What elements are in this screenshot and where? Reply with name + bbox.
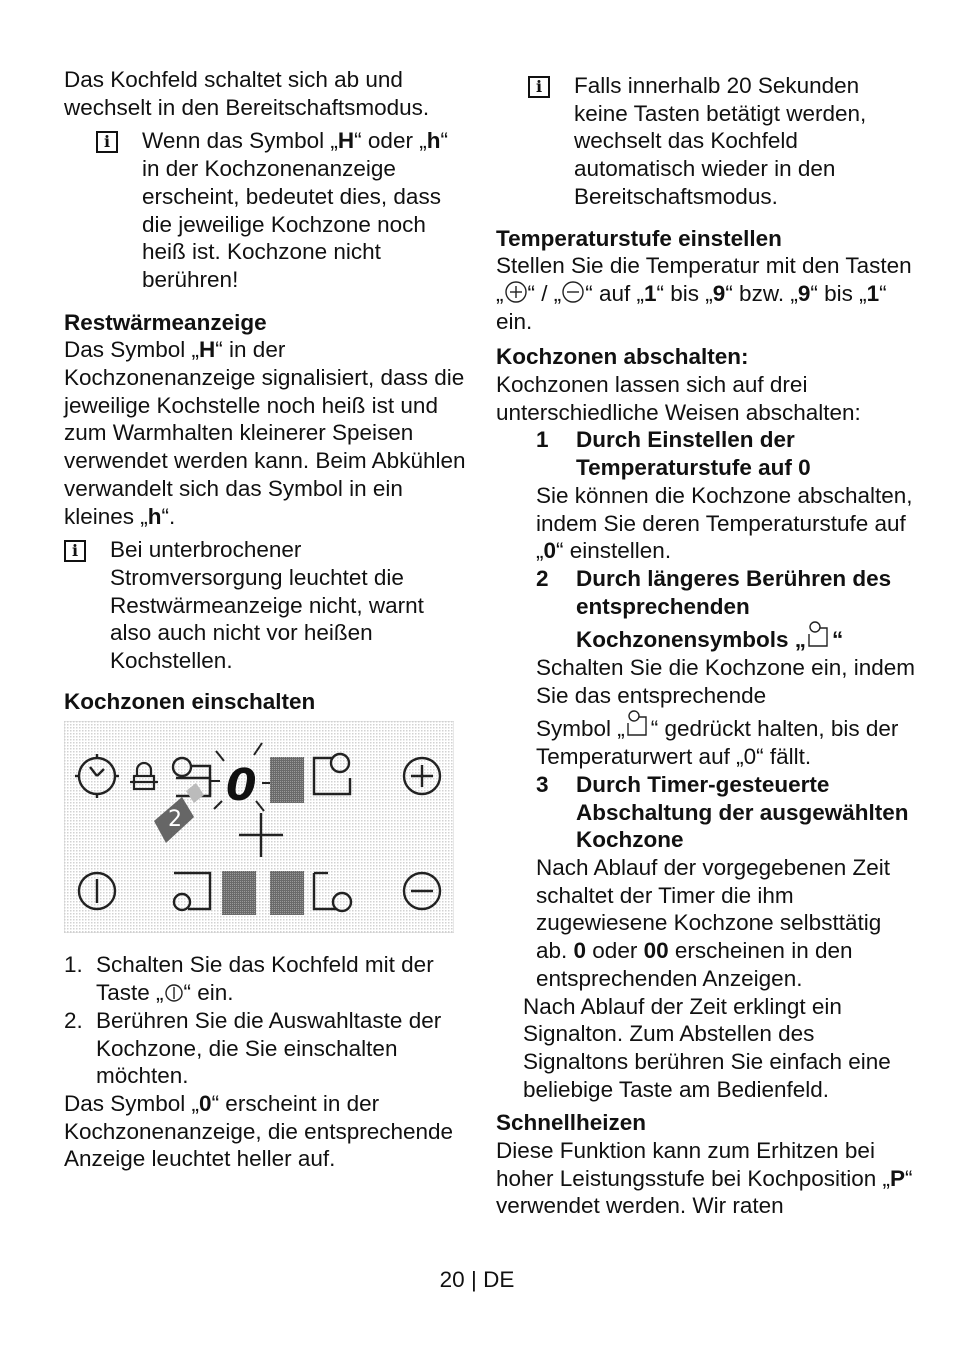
method-3: 3 Durch Timer-gesteuerte Abschaltung der ausgewählten Kochzone Nach Ablauf der vorgegebenen Zeit schaltet der Timer die ihm zugewiesene Kochzone selbsttätig ab. 0 oder 00 erscheinen in den entsprechenden Anzeigen. [536,771,909,991]
schnellheizen-paragraph: Diese Funktion kann zum Erhitzen bei hoher Leistungsstufe bei Kochposition „P“ verwendet werden. Wir raten [496,1138,913,1219]
signal-paragraph: Nach Ablauf der Zeit erklingt ein Signalton. Zum Abstellen des Signaltons berühren Sie einfach eine beliebige Taste am Bedienfeld. [523,993,891,1102]
language-code: DE [483,1267,515,1292]
page-footer [0,1266,954,1294]
note-hot-zone: i Wenn das Symbol „H“ oder „h“ in der Kochzonenanzeige erscheint, bedeutet dies, dass die jeweilige Kochzone noch heiß ist. Kochzone nicht berühren! [96,127,468,293]
info-icon [64,540,86,562]
after-steps-paragraph: Das Symbol „0“ erscheint in der Kochzonenanzeige, die entsprechende Anzeige leuchtet heller auf. [64,1090,454,1172]
svg-text:2: 2 [168,807,182,833]
steps-list [64,951,468,1090]
restwaerme-paragraph: Das Symbol „H“ in der Kochzonenanzeige signalisiert, dass die jeweilige Kochstelle noch heiß ist und zum Warmhalten kleinerer Speisen verwendet werden kann. Beim Abkühlen verwandelt sich das Symbol in ein kleines „h“. [64,337,466,529]
heading-einschalten: Kochzonen einschalten [64,688,316,714]
display-segment [270,757,304,803]
intro-paragraph: Das Kochfeld schaltet sich ab und wechselt in den Bereitschaftsmodus. [64,67,430,120]
method-2: 2 Durch längeres Berühren des entsprechenden Kochzonensymbols „ “ Schalten Sie die Kochzone ein, indem Sie das entsprechende Symbol „ “ gedrückt halten, bis der Temperaturwert auf „0“ fällt. [536,565,915,770]
footer-separator: | [470,1267,477,1292]
list-item: 2. Berühren Sie die Auswahltaste der Kochzone, die Sie einschalten möchten. [64,1007,442,1089]
info-icon [96,131,118,153]
display-digit: 0 [226,760,257,812]
heading-schnellheizen: Schnellheizen [496,1110,647,1136]
temperatur-paragraph: Stellen Sie die Temperatur mit den Tasten „ “ / „ “ auf „1“ bis „9“ bzw. „9“ bis „1“ ein. [496,253,912,334]
display-segment [222,871,256,915]
display-segment [270,871,304,915]
heading-abschalten: Kochzonen abschalten: [496,344,749,370]
minus-icon [561,280,585,304]
note-power-failure: i Bei unterbrochener Stromversorgung leuchtet die Restwärmeanzeige nicht, warnt also auch nicht vor heißen Kochstellen. [64,536,468,675]
power-icon [164,983,184,1003]
info-icon [528,76,550,98]
heading-restwaerme: Restwärmeanzeige [64,309,267,335]
cooking-zone-icon [806,620,832,650]
note-standby: i Falls innerhalb 20 Sekunden keine Tasten betätigt werden, wechselt das Kochfeld automatisch wieder in den Bereitschaftsmodus. [528,72,916,211]
control-panel-illustration [64,721,454,933]
cooking-zone-icon [625,709,651,739]
list-item: 1. Schalten Sie das Kochfeld mit der Taste „ “ ein. [64,952,434,1006]
left-column [64,66,468,1173]
heading-temperatur: Temperaturstufe einstellen [496,225,782,251]
method-1: 1 Durch Einstellen der Temperaturstufe auf 0 Sie können die Kochzone abschalten, indem Sie deren Temperaturstufe auf „0“ einstellen. [536,427,913,564]
page-number: 20 [439,1267,465,1292]
abschalten-intro: Kochzonen lassen sich auf drei unterschiedliche Weisen abschalten: [496,372,861,425]
right-column [496,66,916,1220]
plus-icon [504,280,528,304]
